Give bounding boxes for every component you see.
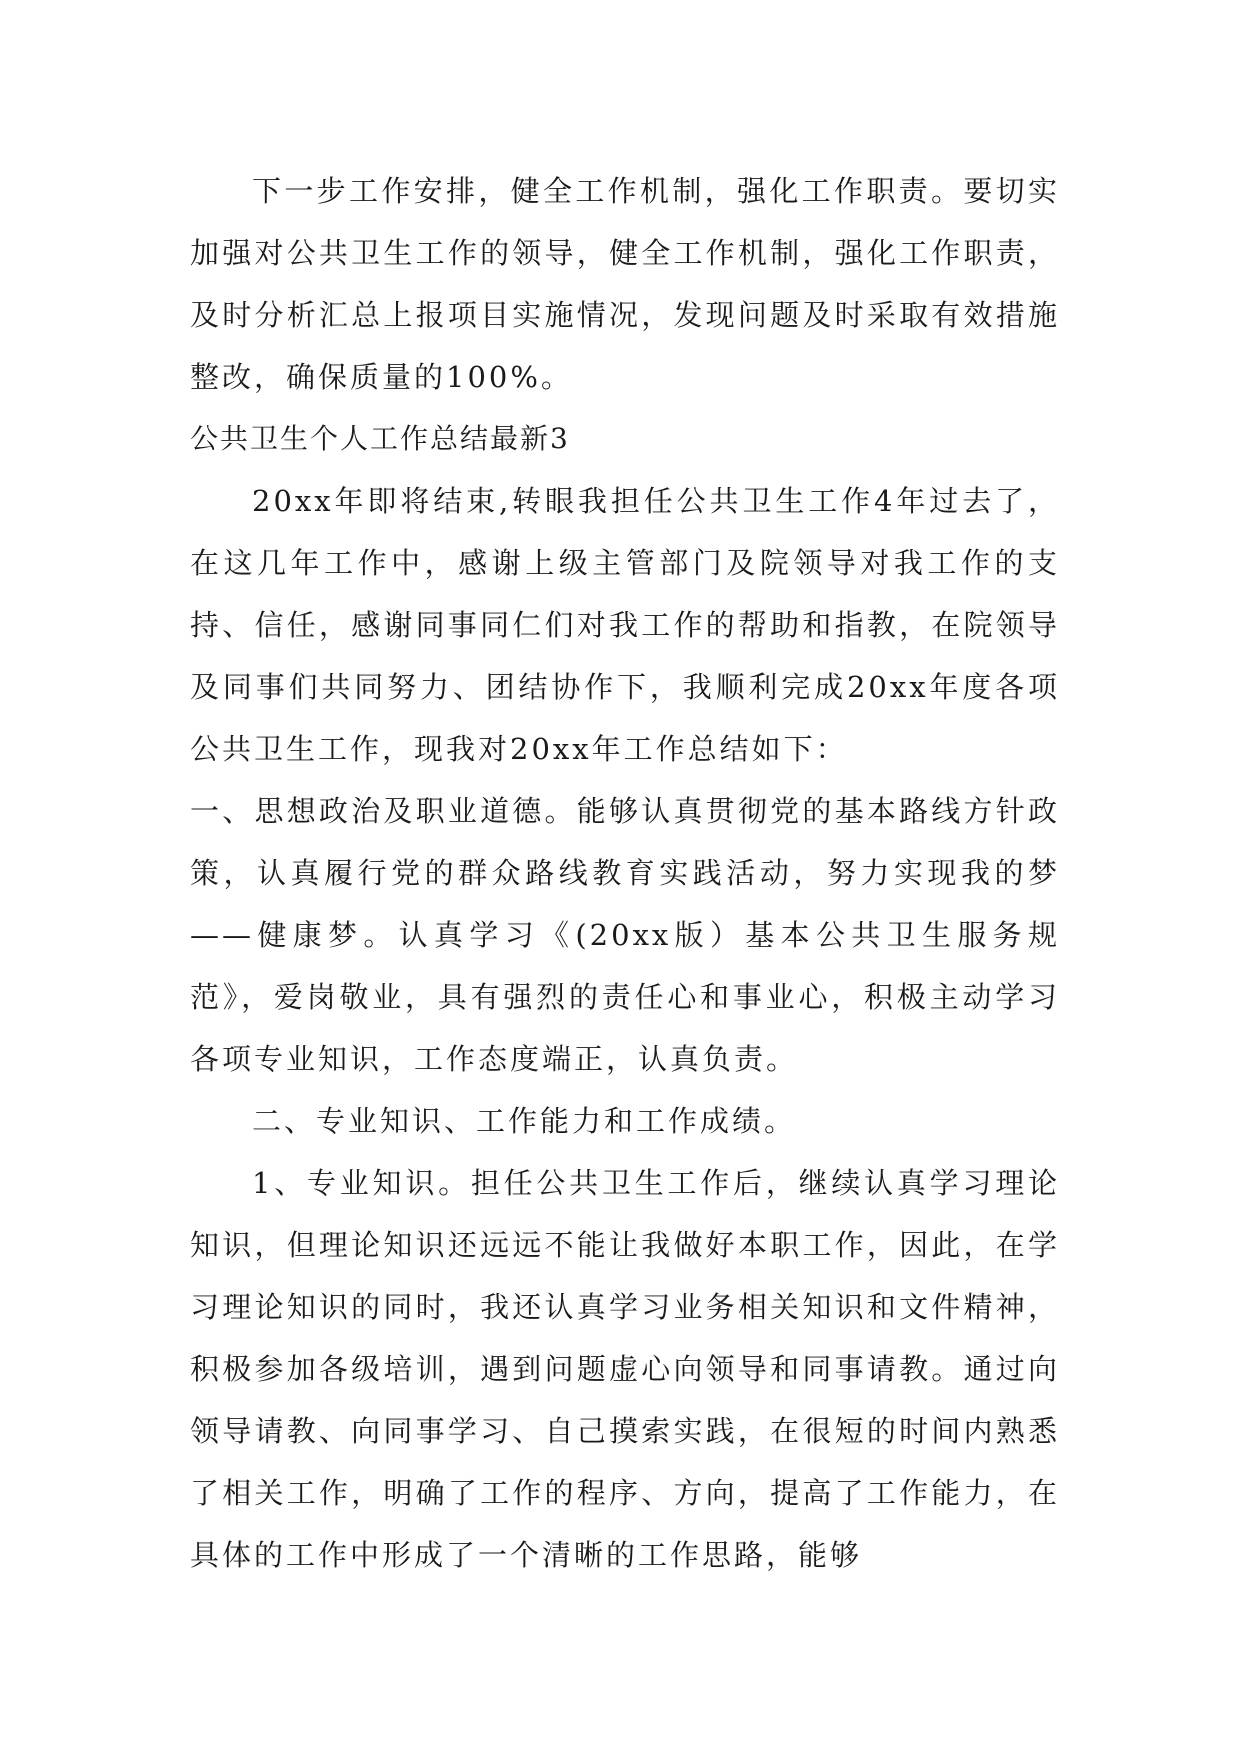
section-title: 公共卫生个人工作总结最新3 (190, 422, 570, 455)
paragraph-professional-heading: 二、专业知识、工作能力和工作成绩。 (252, 1104, 797, 1138)
paragraph-political-ethics: 一、思想政治及职业道德。能够认真贯彻党的基本路线方针政策，认真履行党的群众路线教育实践活动，努力实现我的梦——健康梦。认真学习《(20xx版）基本公共卫生服务规范》，爱岗敬业，具有强烈的责任心和事业心，积极主动学习各项专业知识，工作态度端正，认真负责。 (190, 794, 1060, 1076)
paragraph-work-plan: 下一步工作安排，健全工作机制，强化工作职责。要切实加强对公共卫生工作的领导，健全工作机制，强化工作职责，及时分析汇总上报项目实施情况，发现问题及时采取有效措施整改，确保质量的100%。 (190, 174, 1060, 394)
document-body (190, 160, 1060, 1586)
paragraph-intro: 20xx年即将结束,转眼我担任公共卫生工作4年过去了，在这几年工作中，感谢上级主管部门及院领导对我工作的支持、信任，感谢同事同仁们对我工作的帮助和指教，在院领导及同事们共同努力、团结协作下，我顺利完成20xx年度各项公共卫生工作，现我对20xx年工作总结如下： (190, 484, 1060, 766)
paragraph-professional-knowledge: 1、专业知识。担任公共卫生工作后，继续认真学习理论知识，但理论知识还远远不能让我做好本职工作，因此，在学习理论知识的同时，我还认真学习业务相关知识和文件精神，积极参加各级培训，遇到问题虚心向领导和同事请教。通过向领导请教、向同事学习、自己摸索实践，在很短的时间内熟悉了相关工作，明确了工作的程序、方向，提高了工作能力，在具体的工作中形成了一个清晰的工作思路，能够 (190, 1166, 1060, 1572)
